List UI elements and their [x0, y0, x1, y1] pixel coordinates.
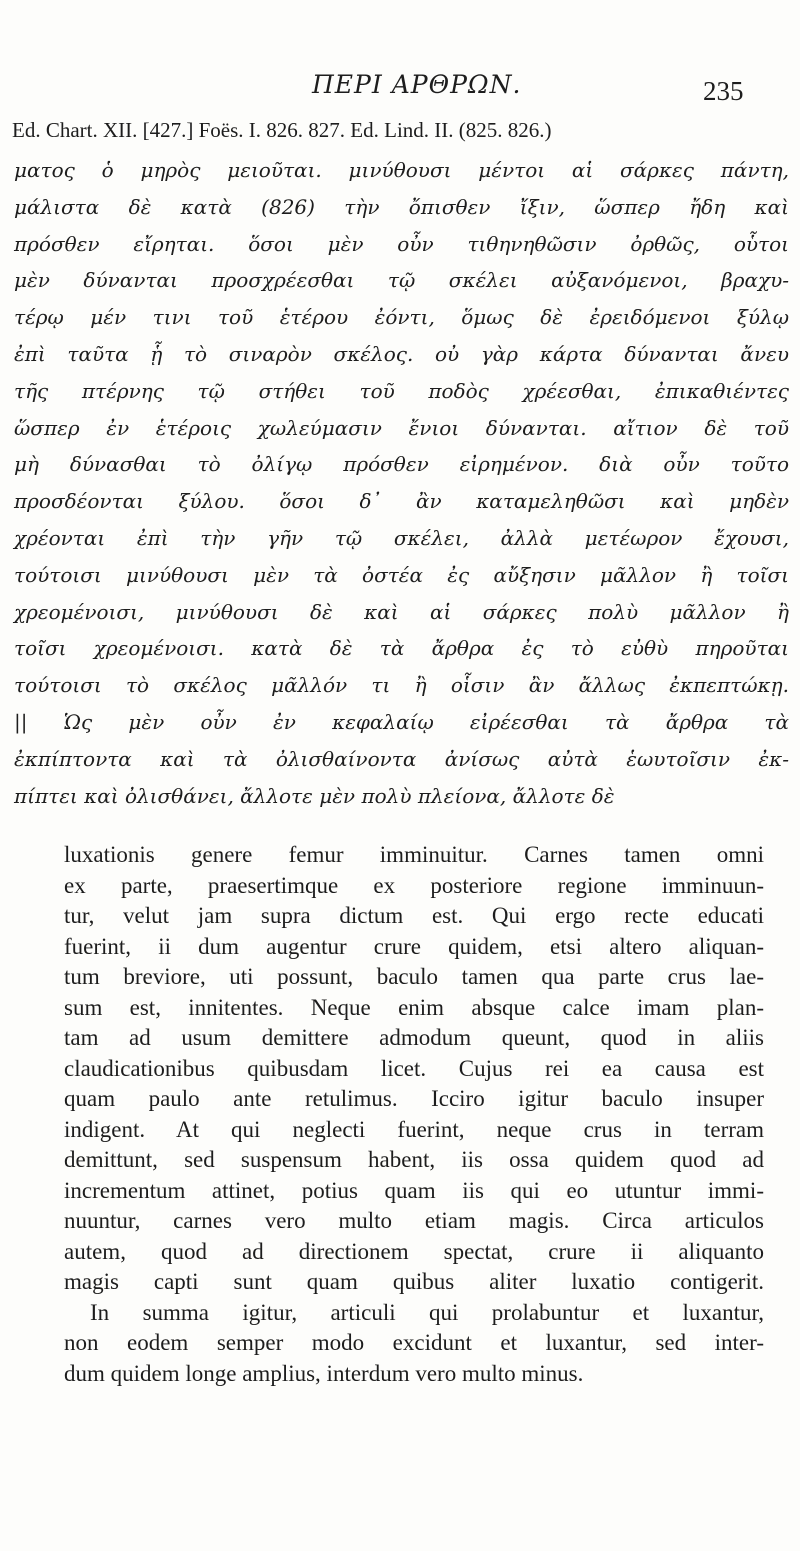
greek-text-line: ἐπὶ ταῦτα ᾗ τὸ σιναρὸν σκέλος. οὐ γὰρ κάρτα δύνανται ἄνευ: [14, 341, 789, 366]
running-title: ΠΕΡΙ ΑΡΘΡΩΝ.: [312, 70, 522, 99]
latin-text-line: quam paulo ante retulimus. Icciro igitur baculo insuper: [64, 1086, 764, 1111]
latin-text-line: luxationis genere femur imminuitur. Carnes tamen omni: [64, 842, 764, 867]
latin-text-block: [64, 840, 764, 1389]
greek-text-line: τέρῳ μέν τινι τοῦ ἑτέρου ἐόντι, ὅμως δὲ ἐρειδόμενοι ξύλῳ: [14, 305, 789, 330]
latin-text-line: tam ad usum demittere admodum queunt, quod in aliis: [64, 1025, 764, 1050]
latin-text-line: dum quidem longe amplius, interdum vero multo minus.: [64, 1360, 584, 1386]
greek-text-line: πρόσθεν εἴρηται. ὅσοι μὲν οὖν τιθηνηθῶσιν ὀρθῶς, οὗτοι: [14, 231, 789, 256]
edition-references: Ed. Chart. XII. [427.] Foës. I. 826. 827. Ed. Lind. II. (825. 826.): [12, 118, 552, 142]
latin-text-line: ex parte, praesertimque ex posteriore regione imminuun-: [64, 872, 764, 898]
greek-text-line: τοῖσι χρεομένοισι. κατὰ δὲ τὰ ἄρθρα ἐς τὸ εὐθὺ πηροῦται: [14, 636, 789, 661]
greek-text-line: μὲν δύνανται προσχρέεσθαι τῷ σκέλει αὐξανόμενοι, βραχυ-: [14, 268, 789, 293]
latin-text-line: magis capti sunt quam quibus aliter luxatio contigerit.: [64, 1269, 764, 1294]
greek-text-line: ματος ὁ μηρὸς μειοῦται. μινύθουσι μέντοι αἱ σάρκες πάντη,: [14, 158, 789, 182]
greek-text-line: τῆς πτέρνης τῷ στήθει τοῦ ποδὸς χρέεσθαι, ἐπικαθιέντες: [14, 378, 789, 403]
latin-text-line: tur, velut jam supra dictum est. Qui ergo recte educati: [64, 903, 764, 928]
latin-text-line: sum est, innitentes. Neque enim absque calce imam plan-: [64, 994, 764, 1020]
latin-text-line: indigent. At qui neglecti fuerint, neque crus in terram: [64, 1116, 764, 1142]
greek-text-line: || Ὡς μὲν οὖν ἐν κεφαλαίῳ εἰρέεσθαι τὰ ἄρθρα τὰ: [14, 709, 789, 734]
greek-text-line: πίπτει καὶ ὀλισθάνει, ἄλλοτε μὲν πολὺ πλείονα, ἄλλοτε δὲ: [14, 783, 615, 808]
greek-text-line: χρέονται ἐπὶ τὴν γῆν τῷ σκέλει, ἀλλὰ μετέωρον ἔχουσι,: [14, 525, 789, 550]
latin-text-line: incrementum attinet, potius quam iis qui eo utuntur immi-: [64, 1177, 764, 1203]
greek-text-line: μάλιστα δὲ κατὰ (826) τὴν ὄπισθεν ἴξιν, ὥσπερ ἤδη καὶ: [14, 194, 789, 219]
greek-text-line: τούτοισι μινύθουσι μὲν τὰ ὀστέα ἐς αὔξησιν μᾶλλον ἢ τοῖσι: [14, 562, 789, 587]
latin-text-line: nuuntur, carnes vero multo etiam magis. Circa articulos: [64, 1208, 764, 1233]
greek-text-line: μὴ δύνασθαι τὸ ὀλίγῳ πρόσθεν εἰρημένον. διὰ οὖν τοῦτο: [14, 452, 789, 477]
latin-text-line: autem, quod ad directionem spectat, crure ii aliquanto: [64, 1238, 764, 1264]
latin-text-line: fuerint, ii dum augentur crure quidem, etsi altero aliquan-: [64, 933, 764, 959]
latin-text-line: In summa igitur, articuli qui prolabuntur et luxantur,: [90, 1299, 764, 1325]
latin-text-line: tum breviore, uti possunt, baculo tamen qua parte crus lae-: [64, 964, 764, 989]
greek-text-line: προσδέονται ξύλου. ὅσοι δ᾽ ἂν καταμεληθῶσι καὶ μηδὲν: [14, 489, 789, 514]
greek-text-line: ἐκπίπτοντα καὶ τὰ ὀλισθαίνοντα ἀνίσως αὐτὰ ἑωυτοῖσιν ἐκ-: [14, 746, 789, 771]
latin-text-line: claudicationibus quibusdam licet. Cujus rei ea causa est: [64, 1055, 764, 1081]
greek-text-line: ὥσπερ ἐν ἑτέροις χωλεύμασιν ἔνιοι δύνανται. αἴτιον δὲ τοῦ: [14, 415, 789, 440]
latin-text-line: demittunt, sed suspensum habent, iis ossa quidem quod ad: [64, 1147, 764, 1172]
greek-text-line: χρεομένοισι, μινύθουσι δὲ καὶ αἱ σάρκες πολὺ μᾶλλον ἢ: [14, 599, 789, 624]
greek-text-line: τούτοισι τὸ σκέλος μᾶλλόν τι ἢ οἷσιν ἂν ἄλλως ἐκπεπτώκῃ.: [14, 673, 789, 698]
greek-text-block: [14, 152, 789, 814]
page-number: 235: [703, 76, 744, 106]
latin-text-line: non eodem semper modo excidunt et luxantur, sed inter-: [64, 1330, 764, 1355]
